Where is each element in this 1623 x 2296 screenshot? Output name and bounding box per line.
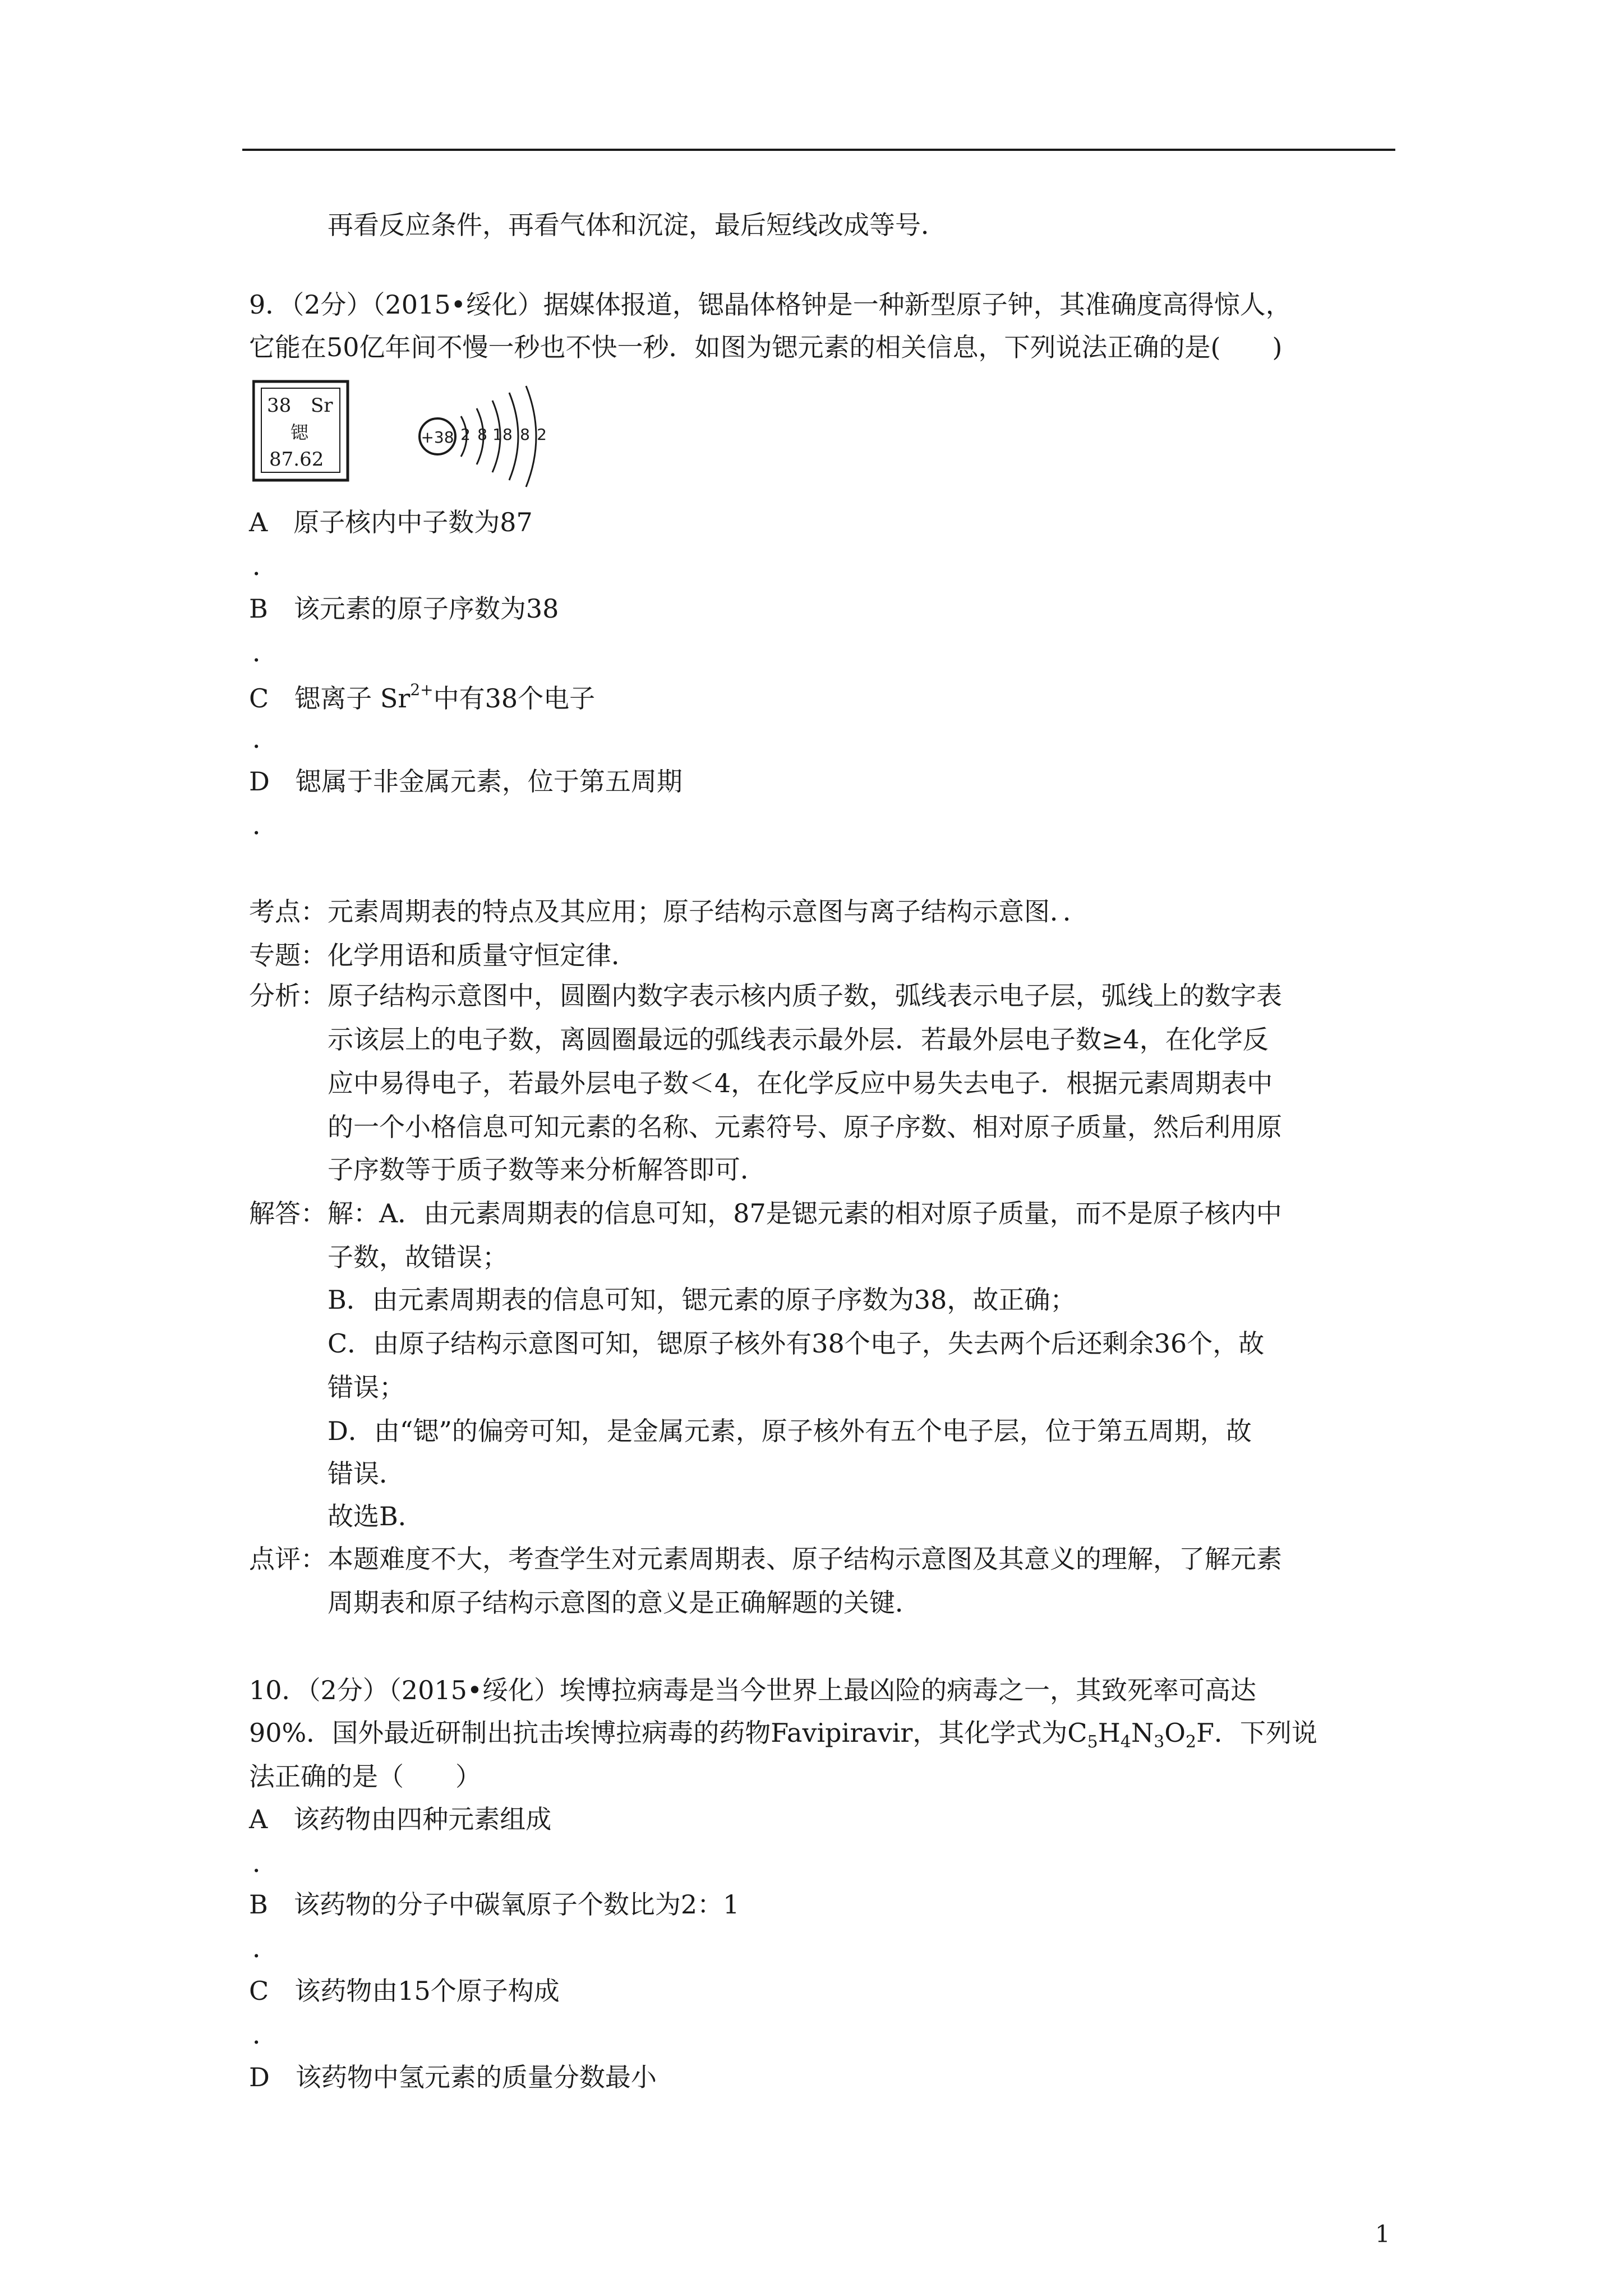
option-letter: D	[249, 766, 270, 797]
zhuanti-label: 专题：	[249, 940, 326, 970]
option-text: 锶属于非金属元素，位于第五周期	[295, 766, 683, 797]
chemical-formula	[1067, 1718, 1215, 1752]
element-mass: 87.62	[269, 448, 324, 471]
option-dot: ．	[252, 810, 278, 840]
option-letter: B	[249, 1889, 268, 1920]
option-text: 该药物的分子中碳氧原子个数比为2：1	[293, 1889, 740, 1920]
formula-element: O	[1164, 1718, 1186, 1748]
jieda-line: 解：A．由元素周期表的信息可知，87是锶元素的相对原子质量，而不是原子核内中	[328, 1198, 1282, 1228]
q9-option-c	[249, 680, 596, 714]
option-text: 该药物由四种元素组成	[293, 1804, 552, 1834]
option-dot: ．	[252, 2019, 278, 2050]
fenxi-line: 示该层上的电子数，离圆圈最远的弧线表示最外层．若最外层电子数≥4，在化学反	[328, 1024, 1269, 1055]
option-dot: ．	[252, 724, 278, 754]
element-card	[253, 381, 348, 480]
shell-electrons-1: 2	[460, 425, 471, 444]
q10-option-c	[249, 1978, 560, 2004]
strontium-figure	[252, 377, 589, 489]
option-text: 该元素的原子序数为38	[293, 593, 559, 624]
fenxi-line: 原子结构示意图中，圆圈内数字表示核内质子数，弧线表示电子层，弧线上的数字表	[328, 981, 1282, 1011]
jieda-line: 错误；	[328, 1372, 405, 1402]
q10-stem-line-2	[249, 1720, 1317, 1751]
shell-electrons-4: 8	[520, 425, 530, 444]
q9-option-b	[249, 593, 559, 624]
jieda-line: 错误．	[328, 1458, 405, 1489]
option-letter: C	[249, 683, 269, 714]
kaodian-label: 考点：	[249, 896, 326, 927]
shell-electrons-3: 18	[492, 425, 513, 444]
option-letter: D	[249, 2062, 270, 2092]
zhuanti-text: 化学用语和质量守恒定律．	[328, 940, 637, 970]
formula-subscript: 2	[1186, 1732, 1197, 1752]
formula-subscript: 3	[1154, 1732, 1165, 1752]
q10-stem-line-1: 10．（2分）（2015•绥化）埃博拉病毒是当今世界上最凶险的病毒之一，其致死率可高达	[249, 1675, 1256, 1705]
formula-element: N	[1131, 1718, 1154, 1748]
option-letter: B	[249, 593, 268, 624]
dianping-label: 点评：	[249, 1544, 326, 1574]
formula-subscript: 4	[1120, 1732, 1131, 1752]
element-symbol: Sr	[311, 394, 333, 417]
fenxi-line: 子序数等于质子数等来分析解答即可．	[328, 1154, 766, 1185]
option-letter: C	[249, 1976, 269, 2006]
option-text: 原子核内中子数为87	[293, 507, 533, 537]
q9-stem-line-1: 9．（2分）（2015•绥化）据媒体报道，锶晶体格钟是一种新型原子钟，其准确度高得惊人，	[249, 289, 1292, 320]
dianping-line: 本题难度不大，考查学生对元素周期表、原子结构示意图及其意义的理解，了解元素	[328, 1544, 1282, 1574]
q10-stem-text-after: ．下列说	[1214, 1718, 1318, 1748]
jieda-line: D．由“锶”的偏旁可知，是金属元素，原子核外有五个电子层，位于第五周期，故	[328, 1416, 1252, 1446]
q10-option-b	[249, 1889, 740, 1920]
fenxi-label: 分析：	[249, 981, 326, 1011]
formula-element: C	[1067, 1718, 1087, 1748]
option-dot: ．	[252, 637, 278, 668]
q9-option-a	[249, 509, 533, 535]
option-dot: ．	[252, 1933, 278, 1963]
option-text: 该药物中氢元素的质量分数最小	[295, 2062, 657, 2092]
element-name: 锶	[291, 422, 309, 443]
ion-charge: 2+	[410, 680, 434, 699]
jieda-line: B．由元素周期表的信息可知，锶元素的原子序数为38，故正确；	[328, 1285, 1076, 1315]
header-rule	[242, 149, 1395, 151]
option-letter: A	[249, 1804, 268, 1834]
nucleus-charge: +38	[421, 428, 454, 447]
formula-subscript: 5	[1087, 1732, 1098, 1752]
fenxi-line: 的一个小格信息可知元素的名称、元素符号、原子序数、相对原子质量，然后利用原	[328, 1112, 1282, 1142]
element-number: 38	[267, 394, 292, 417]
atomic-structure-diagram	[419, 386, 547, 487]
q10-stem-text: 90%．国外最近研制出抗击埃博拉病毒的药物Favipiravir，其化学式为	[249, 1718, 1068, 1748]
q10-option-d	[249, 2064, 657, 2090]
kaodian-text: 元素周期表的特点及其应用；原子结构示意图与离子结构示意图．．	[328, 896, 1089, 927]
dianping-line: 周期表和原子结构示意图的意义是正确解题的关键．	[328, 1588, 921, 1618]
option-dot: ．	[252, 551, 278, 581]
option-text: 锶离子 Sr	[294, 683, 411, 714]
q10-option-a	[249, 1806, 551, 1832]
q9-option-d	[249, 766, 683, 797]
shell-electrons-5: 2	[537, 425, 547, 444]
option-dot: ．	[252, 1848, 278, 1878]
option-text-after: 中有38个电子	[433, 683, 596, 714]
option-letter: A	[249, 507, 268, 537]
jieda-line: 故选B．	[328, 1501, 424, 1531]
jieda-line: C．由原子结构示意图可知，锶原子核外有38个电子，失去两个后还剩余36个，故	[328, 1328, 1265, 1359]
fenxi-line: 应中易得电子，若最外层电子数＜4，在化学反应中易失去电子．根据元素周期表中	[328, 1068, 1273, 1098]
intro-text: 再看反应条件，再看气体和沉淀，最后短线改成等号．	[328, 210, 947, 240]
option-text: 该药物由15个原子构成	[294, 1976, 560, 2006]
formula-element: H	[1098, 1718, 1121, 1748]
jieda-label: 解答：	[249, 1198, 326, 1228]
jieda-line: 子数，故错误；	[328, 1242, 508, 1272]
q10-stem-line-3: 法正确的是（ ）	[249, 1761, 481, 1792]
shell-electrons-2: 8	[477, 425, 487, 444]
page-number: 1	[1375, 2220, 1390, 2248]
q9-stem-line-2: 它能在50亿年间不慢一秒也不快一秒．如图为锶元素的相关信息，下列说法正确的是( )	[249, 332, 1283, 362]
formula-element: F	[1196, 1718, 1215, 1748]
